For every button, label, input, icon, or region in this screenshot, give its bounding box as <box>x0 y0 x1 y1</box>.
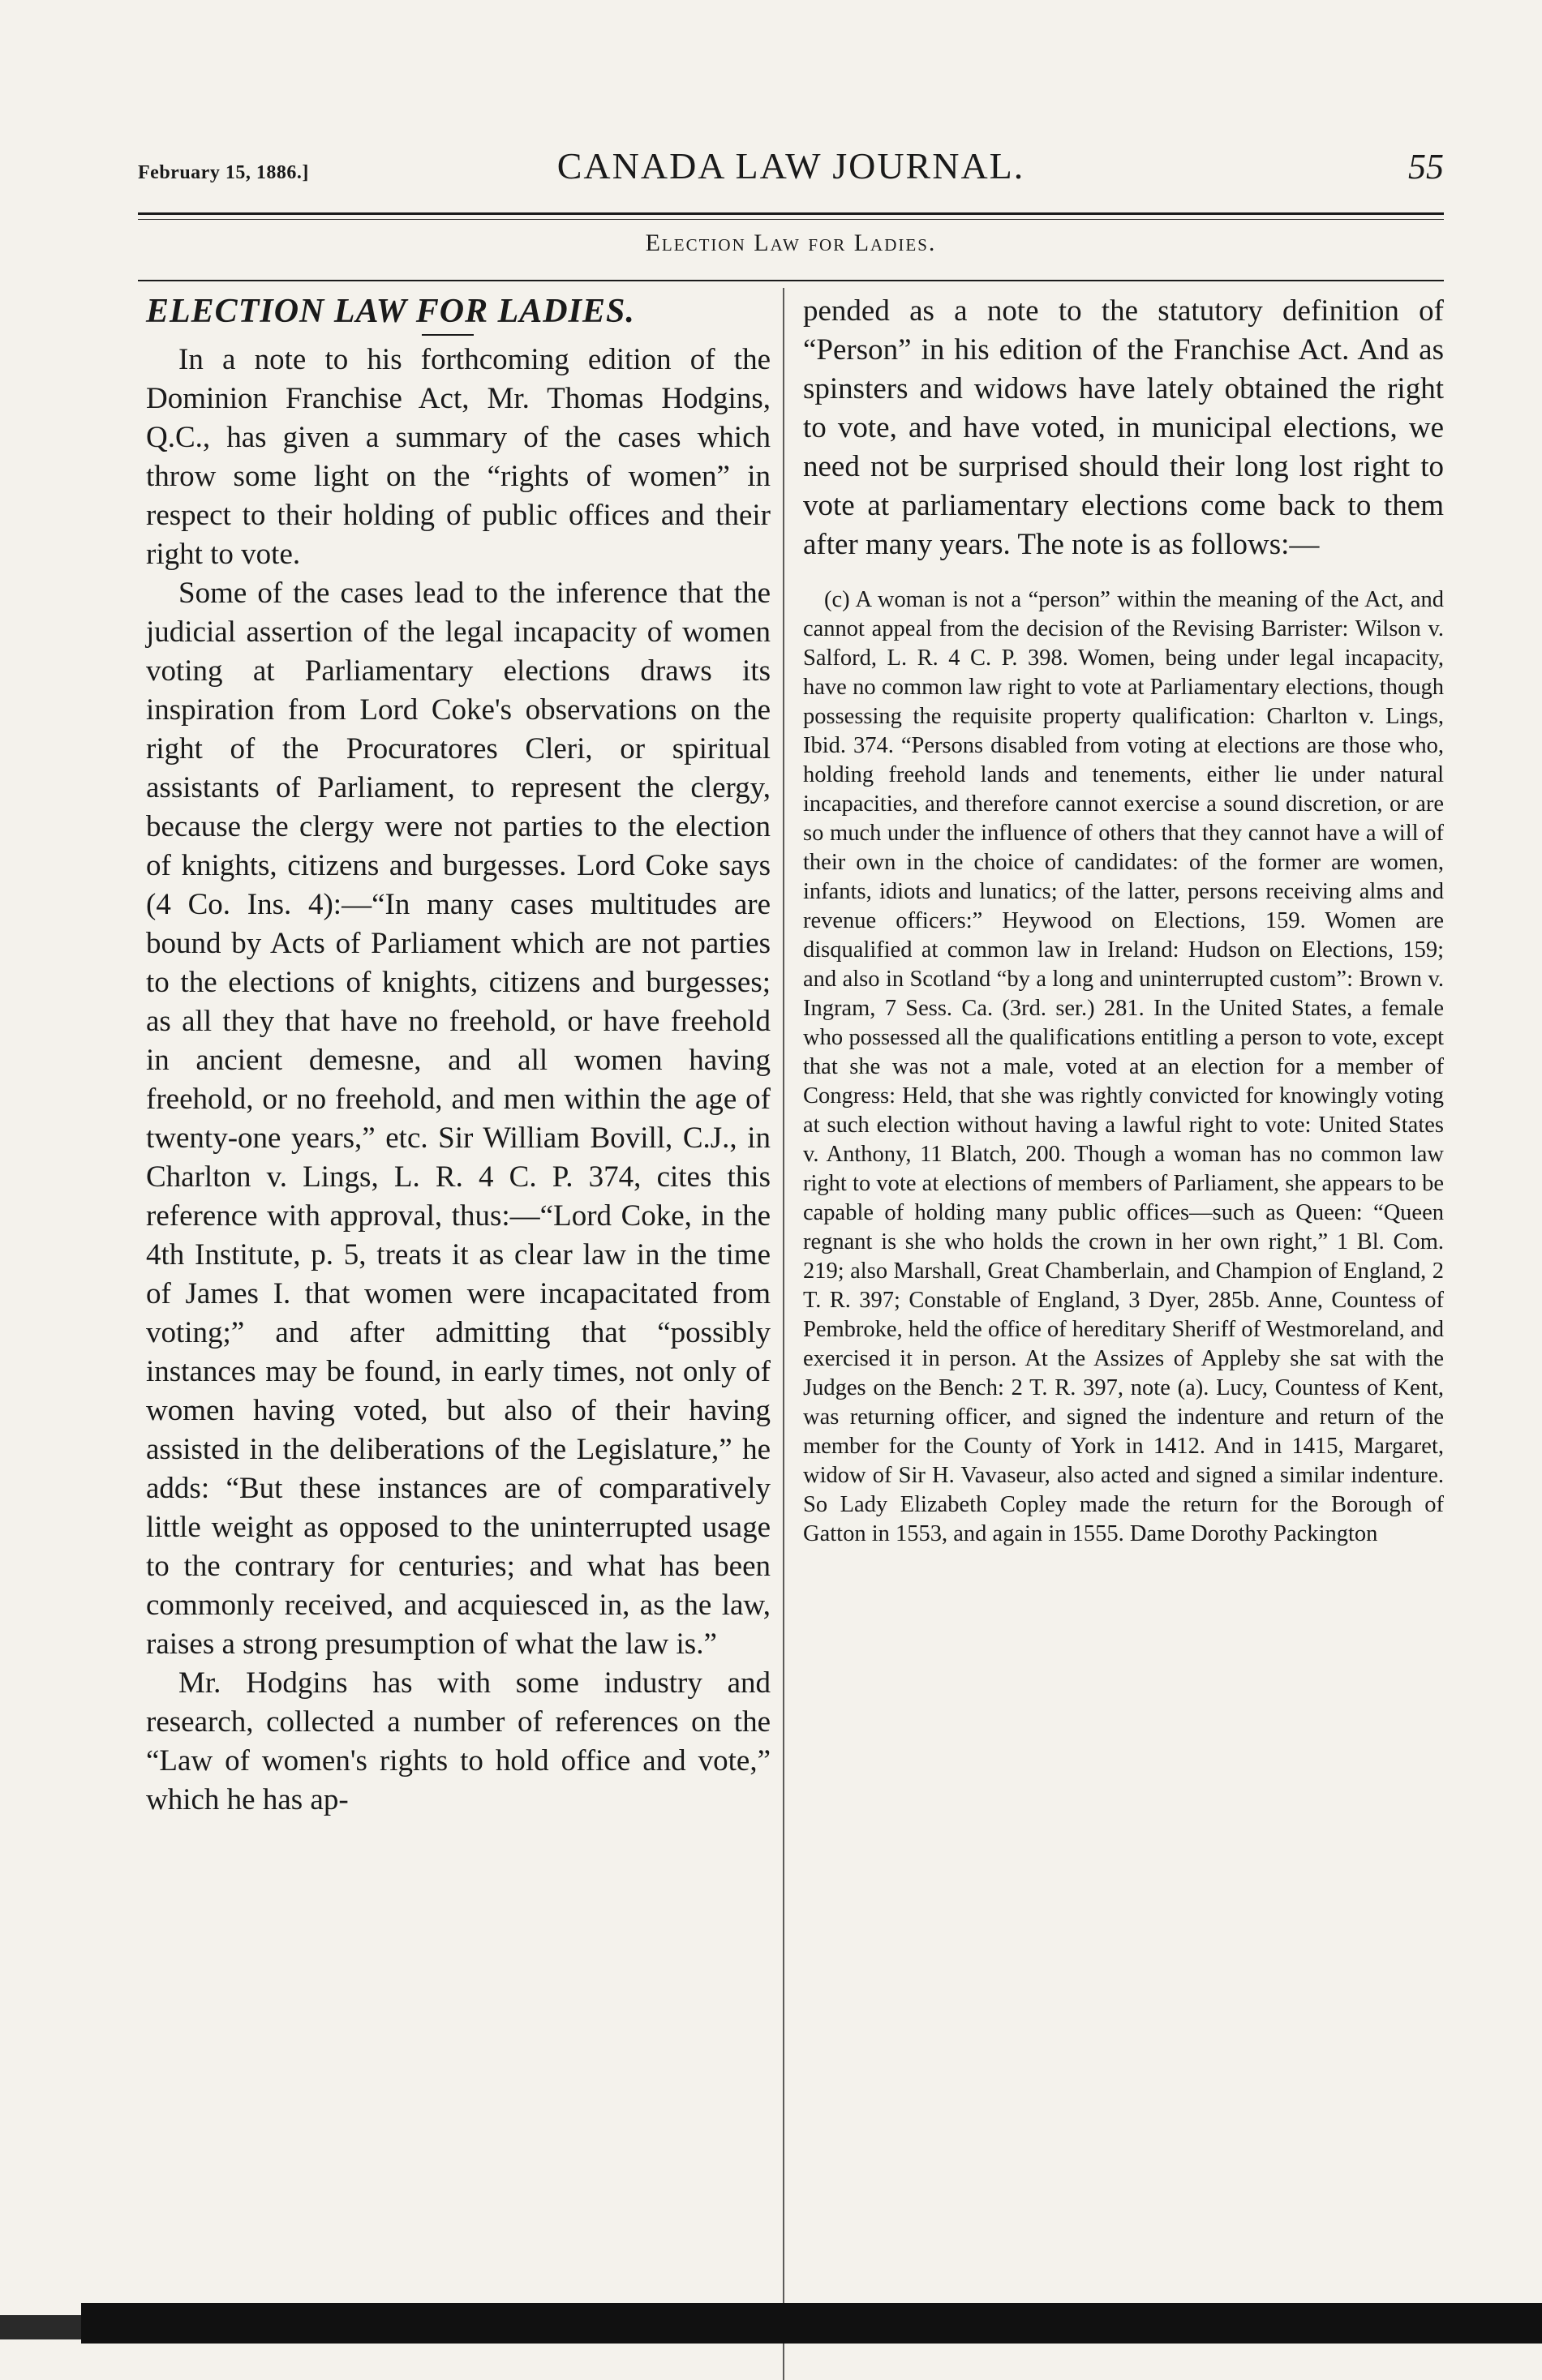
page-header <box>138 144 1444 201</box>
page-edge-shadow <box>0 2315 89 2339</box>
scan-bottom-bar <box>81 2303 1542 2344</box>
column-divider <box>783 288 784 2380</box>
journal-title: CANADA LAW JOURNAL. <box>556 145 1025 187</box>
title-ornament-rule <box>422 334 474 336</box>
page-number: 55 <box>1408 147 1444 187</box>
issue-date: February 15, 1886.] <box>138 162 309 183</box>
article-continuation: pended as a note to the statutory definition of “Person” in his edition of the Franchise Act. And as spinsters and widows have lately obtained the right to vote, and have voted, in municipal elections, we need not be surprised should their long lost right to vote at parliamentary elections come back to them after many years. The note is as follows:— <box>803 294 1444 561</box>
article-title: ELECTION LAW FOR LADIES. <box>146 293 635 330</box>
right-column <box>803 292 1444 1549</box>
left-column <box>146 292 771 1820</box>
footnote-text: (c) A woman is not a “person” within the meaning of the Act, and cannot appeal from the decision of the Revising Barrister: Wilson v. Salford, L. R. 4 C. P. 398. Women, being under legal incapacity, have no common law right to vote at Parliamentary elections, though possessing the requisite property qualification: Charlton v. Lings, Ibid. 374. “Persons disabled from voting at elections are those who, holding freehold lands and tenements, either lie under natural incapacities, and therefore cannot exercise a sound discretion, or are so much under the influence of others that they cannot have a will of their own in the choice of candidates: of the former are women, infants, idiots and lunatics; of the latter, persons receiving alms and revenue officers:” Heywood on Elections, 159. Women are disqualified at common law in Ireland: Hudson on Elections, 159; and also in Scotland “by a long and uninterrupted custom”: Brown v. Ingram, 7 Sess. Ca. (3rd. ser.) 281. In the United States, a female who possessed all the qualifications entitling a person to vote, except that she was not a male, voted at an election for a member of Congress: Held, that she was rightly convicted for knowingly voting at such election without having a lawful right to vote: United States v. Anthony, 11 Blatch, 200. Though a woman has no common law right to vote at elections of members of Parliament, she appears to be capable of holding many public offices—such as Queen: “Queen regnant is she who holds the crown in her own right,” 1 Bl. Com. 219; also Marshall, Great Chamberlain, and Champion of England, 2 T. R. 397; Constable of England, 3 Dyer, 285b. Anne, Countess of Pembroke, held the office of hereditary Sheriff of Westmoreland, and exercised it in person. At the Assizes of Appleby she sat with the Judges on the Bench: 2 T. R. 397, note (a). Lucy, Countess of Kent, was returning officer, and signed the indenture and return of the member for the County of York in 1412. And in 1415, Margaret, widow of Sir H. Vavaseur, also acted and signed a similar indenture. So Lady Elizabeth Copley made the return for the Borough of Gatton in 1553, and again in 1555. Dame Dorothy Packington <box>803 587 1444 1546</box>
article-paragraph: Mr. Hodgins has with some industry and research, collected a number of references on the “Law of women's rights to hold office and vote,” which he has ap- <box>146 1666 771 1816</box>
running-head-rule <box>138 280 1444 281</box>
header-rule-thin <box>138 219 1444 220</box>
header-rule-thick <box>138 212 1444 215</box>
article-paragraph: Some of the cases lead to the inference that the judicial assertion of the legal incapacity of women voting at Parliamentary elections draws its inspiration from Lord Coke's observations on the right of the Procuratores Cleri, or spiritual assistants of Parliament, to represent the clergy, because the clergy were not parties to the election of knights, citizens and burgesses. Lord Coke says (4 Co. Ins. 4):—“In many cases multitudes are bound by Acts of Parliament which are not parties to the elections of knights, citizens and burgesses; as all they that have no freehold, or have freehold in ancient demesne, and all women having freehold, or no freehold, and men within the age of twenty-one years,” etc. Sir William Bovill, C.J., in Charlton v. Lings, L. R. 4 C. P. 374, cites this reference with approval, thus:—“Lord Coke, in the 4th Institute, p. 5, treats it as clear law in the time of James I. that women were incapacitated from voting;” and after admitting that “possibly instances may be found, in early times, not only of women having voted, but also of their having assisted in the deliberations of the Legislature,” he adds: “But these instances are of comparatively little weight as opposed to the uninterrupted usage to the contrary for centuries; and what has been commonly received, and acquiesced in, as the law, raises a strong presumption of what the law is.” <box>146 577 771 1661</box>
article-paragraph: In a note to his forthcoming edition of the Dominion Franchise Act, Mr. Thomas Hodgins, Q.C., has given a summary of the cases which throw some light on the “rights of women” in respect to their holding of public offices and their right to vote. <box>146 343 771 571</box>
running-head: Election Law for Ladies. <box>645 229 937 256</box>
